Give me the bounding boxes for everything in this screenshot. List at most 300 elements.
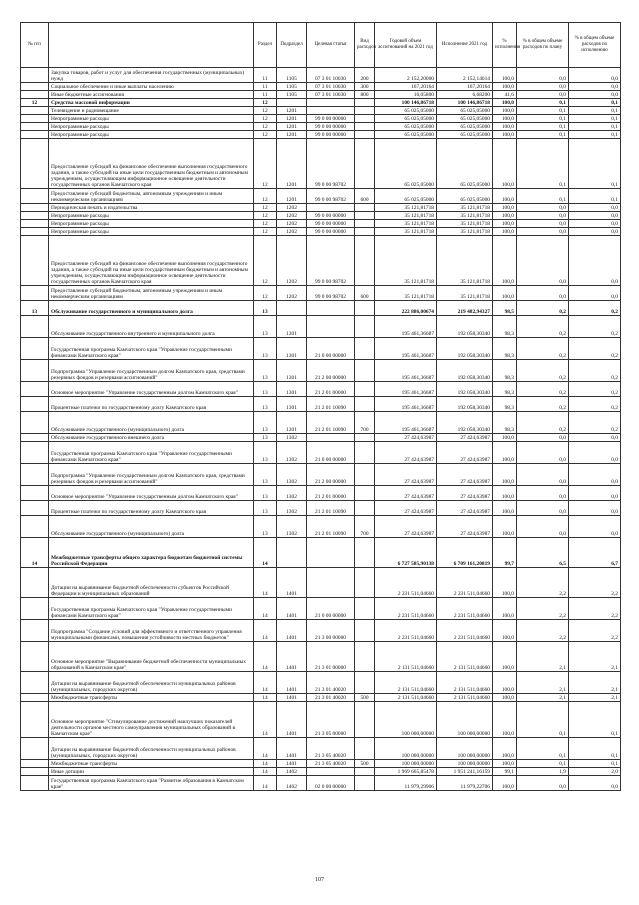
row-plan: 2 131 511,04660 bbox=[375, 642, 437, 672]
row-execution: 2 131 511,04660 bbox=[437, 642, 493, 672]
row-target-article: 99 0 00 00000 bbox=[307, 228, 355, 236]
table-row bbox=[21, 204, 621, 212]
row-share-execution: 0,1 bbox=[569, 99, 621, 107]
row-section: 13 bbox=[254, 486, 277, 501]
row-target-article: 21 2 01 10090 bbox=[307, 412, 355, 434]
row-execution-percent: 99,7 bbox=[493, 538, 517, 568]
table-row bbox=[21, 212, 621, 220]
row-expense-type bbox=[355, 620, 375, 642]
row-share-plan: 0,1 bbox=[517, 99, 569, 107]
row-target-article bbox=[307, 301, 355, 316]
table-row bbox=[21, 316, 621, 338]
row-plan: 222 886,00674 bbox=[375, 301, 437, 316]
row-expense-type: 600 bbox=[355, 286, 375, 301]
row-plan: 2 152,20000 bbox=[375, 68, 437, 83]
row-plan: 65 025,05000 bbox=[375, 139, 437, 189]
row-plan: 27 424,63987 bbox=[375, 501, 437, 516]
row-share-plan: 0,0 bbox=[517, 501, 569, 516]
row-plan: 6 727 585,90138 bbox=[375, 538, 437, 568]
row-name: Непрограммные расходы bbox=[49, 228, 254, 236]
row-execution-percent: 100,0 bbox=[493, 598, 517, 620]
row-share-execution: 0,0 bbox=[569, 464, 621, 486]
row-plan: 35 121,81718 bbox=[375, 236, 437, 286]
row-execution: 65 025,05000 bbox=[437, 115, 493, 123]
row-target-article: 99 0 00 00000 bbox=[307, 131, 355, 139]
row-execution: 2 231 511,04660 bbox=[437, 598, 493, 620]
row-share-execution: 0,0 bbox=[569, 486, 621, 501]
row-execution: 100 146,86718 bbox=[437, 99, 493, 107]
row-target-article bbox=[307, 434, 355, 442]
row-execution: 100 000,00000 bbox=[437, 760, 493, 768]
row-number bbox=[21, 738, 49, 760]
col-header-plan: Годовой объем ассигнований на 2021 год bbox=[375, 23, 437, 68]
row-share-execution: 2,1 bbox=[569, 642, 621, 672]
row-share-plan: 0,2 bbox=[517, 397, 569, 412]
row-execution: 192 058,30340 bbox=[437, 360, 493, 382]
row-number: 13 bbox=[21, 301, 49, 316]
row-execution-percent: 100,0 bbox=[493, 139, 517, 189]
row-plan: 100 146,86718 bbox=[375, 99, 437, 107]
row-share-plan: 0,1 bbox=[517, 760, 569, 768]
row-subsection: 1201 bbox=[277, 131, 307, 139]
row-expense-type: 500 bbox=[355, 760, 375, 768]
row-share-execution: 0,0 bbox=[569, 286, 621, 301]
row-expense-type bbox=[355, 738, 375, 760]
col-header-target-article: Целевая статья bbox=[307, 23, 355, 68]
row-share-execution: 0,0 bbox=[569, 516, 621, 538]
row-execution: 219 482,94327 bbox=[437, 301, 493, 316]
table-row bbox=[21, 776, 621, 791]
row-execution: 192 058,30340 bbox=[437, 316, 493, 338]
row-plan: 100 000,00000 bbox=[375, 702, 437, 738]
row-execution-percent: 100,0 bbox=[493, 672, 517, 694]
col-header-number: № п/п bbox=[21, 23, 49, 68]
row-name: Закупка товаров, работ и услуг для обеспечения государственных (муниципальных) нужд bbox=[49, 68, 254, 83]
table-row bbox=[21, 189, 621, 204]
row-share-plan: 2,2 bbox=[517, 568, 569, 598]
row-expense-type: 500 bbox=[355, 694, 375, 702]
row-expense-type bbox=[355, 486, 375, 501]
row-subsection: 1201 bbox=[277, 139, 307, 189]
row-execution-percent: 98,3 bbox=[493, 397, 517, 412]
row-execution: 65 025,05000 bbox=[437, 131, 493, 139]
row-share-plan: 0,0 bbox=[517, 220, 569, 228]
row-plan: 27 424,63987 bbox=[375, 442, 437, 464]
row-subsection: 1402 bbox=[277, 768, 307, 776]
row-plan: 35 121,81718 bbox=[375, 204, 437, 212]
row-section: 13 bbox=[254, 397, 277, 412]
row-plan: 195 461,36687 bbox=[375, 360, 437, 382]
row-plan: 35 121,81718 bbox=[375, 228, 437, 236]
row-section: 12 bbox=[254, 236, 277, 286]
row-subsection: 1201 bbox=[277, 189, 307, 204]
row-expense-type bbox=[355, 301, 375, 316]
row-target-article bbox=[307, 538, 355, 568]
row-number bbox=[21, 115, 49, 123]
row-share-plan: 2,2 bbox=[517, 598, 569, 620]
row-share-plan: 2,2 bbox=[517, 620, 569, 642]
row-share-plan: 0,0 bbox=[517, 212, 569, 220]
row-number bbox=[21, 464, 49, 486]
row-name: Обслуживание государственного (муниципального) долга bbox=[49, 412, 254, 434]
row-target-article: 21 3 01 40020 bbox=[307, 694, 355, 702]
row-share-execution: 0,0 bbox=[569, 442, 621, 464]
row-name: Дотации на выравнивание бюджетной обеспеченности субъектов Российской Федерации и муниципальных образований bbox=[49, 568, 254, 598]
row-execution-percent: 100,0 bbox=[493, 694, 517, 702]
row-subsection: 1201 bbox=[277, 123, 307, 131]
row-expense-type: 200 bbox=[355, 68, 375, 83]
row-expense-type bbox=[355, 338, 375, 360]
row-section: 14 bbox=[254, 642, 277, 672]
col-header-execution: Исполнение 2021 год bbox=[437, 23, 493, 68]
table-row bbox=[21, 598, 621, 620]
page-number: 107 bbox=[315, 877, 324, 883]
row-plan: 195 461,36687 bbox=[375, 382, 437, 397]
row-name: Процентные платежи по государственному долгу Камчатского края bbox=[49, 501, 254, 516]
row-target-article: 99 0 00 00000 bbox=[307, 115, 355, 123]
row-subsection: 1301 bbox=[277, 360, 307, 382]
row-execution-percent: 100,0 bbox=[493, 776, 517, 791]
row-execution-percent: 100,0 bbox=[493, 642, 517, 672]
table-row bbox=[21, 434, 621, 442]
row-section: 14 bbox=[254, 738, 277, 760]
row-section: 14 bbox=[254, 776, 277, 791]
table-row bbox=[21, 516, 621, 538]
row-share-plan: 6,5 bbox=[517, 538, 569, 568]
row-subsection: 1302 bbox=[277, 516, 307, 538]
row-execution-percent: 100,0 bbox=[493, 189, 517, 204]
row-share-execution: 0,2 bbox=[569, 360, 621, 382]
row-number bbox=[21, 286, 49, 301]
row-name: Государственная программа Камчатского края "Управление государственными финансами Камчатского края" bbox=[49, 442, 254, 464]
row-name: Дотации на выравнивание бюджетной обеспеченности муниципальных районов (муниципальных, городских округов) bbox=[49, 738, 254, 760]
row-share-plan: 0,1 bbox=[517, 702, 569, 738]
row-share-plan: 0,0 bbox=[517, 83, 569, 91]
row-name: Непрограммные расходы bbox=[49, 220, 254, 228]
row-name: Межбюджетные трансферты bbox=[49, 694, 254, 702]
row-expense-type bbox=[355, 107, 375, 115]
row-execution: 2 231 511,04660 bbox=[437, 620, 493, 642]
row-name: Обслуживание государственного внутреннего и муниципального долга bbox=[49, 316, 254, 338]
row-share-plan: 2,1 bbox=[517, 672, 569, 694]
row-target-article bbox=[307, 768, 355, 776]
table-row bbox=[21, 301, 621, 316]
table-row bbox=[21, 131, 621, 139]
row-execution: 27 424,63987 bbox=[437, 434, 493, 442]
row-execution-percent: 100,0 bbox=[493, 107, 517, 115]
row-name: Основное мероприятие "Управление государственным долгом Камчатского края" bbox=[49, 382, 254, 397]
row-share-plan: 0,1 bbox=[517, 189, 569, 204]
row-share-plan: 0,0 bbox=[517, 516, 569, 538]
row-number bbox=[21, 382, 49, 397]
row-plan: 2 231 511,04660 bbox=[375, 620, 437, 642]
row-name: Подпрограмма "Управление государственным долгом Камчатского края, средствами резервных фондов и резервами ассигнований" bbox=[49, 464, 254, 486]
row-share-execution: 6,7 bbox=[569, 538, 621, 568]
row-name: Обслуживание государственного внешнего долга bbox=[49, 434, 254, 442]
row-name: Подпрограмма "Управление государственным долгом Камчатского края, средствами резервных фондов и резервами ассигнований" bbox=[49, 360, 254, 382]
row-execution-percent: 100,0 bbox=[493, 702, 517, 738]
row-expense-type: 700 bbox=[355, 412, 375, 434]
row-execution: 192 058,30340 bbox=[437, 338, 493, 360]
table-row bbox=[21, 107, 621, 115]
row-share-plan: 0,0 bbox=[517, 464, 569, 486]
row-expense-type bbox=[355, 434, 375, 442]
row-number bbox=[21, 212, 49, 220]
row-target-article: 21 0 00 00000 bbox=[307, 338, 355, 360]
row-plan: 65 025,05000 bbox=[375, 189, 437, 204]
row-section: 13 bbox=[254, 301, 277, 316]
table-row bbox=[21, 568, 621, 598]
row-plan: 16,05800 bbox=[375, 91, 437, 99]
row-name: Процентные платежи по государственному долгу Камчатского края bbox=[49, 397, 254, 412]
row-execution-percent: 41,6 bbox=[493, 91, 517, 99]
row-name: Основное мероприятие "Выравнивание бюджетной обеспеченности муниципальных образований в Камчатском крае" bbox=[49, 642, 254, 672]
row-section: 13 bbox=[254, 464, 277, 486]
row-subsection: 1401 bbox=[277, 568, 307, 598]
row-execution-percent: 98,3 bbox=[493, 360, 517, 382]
row-share-plan: 0,0 bbox=[517, 68, 569, 83]
row-expense-type bbox=[355, 672, 375, 694]
row-name: Предоставление субсидий на финансовое обеспечение выполнения государственного задания, а также субсидий на иные цели государственным бюджетным и автономным учреждениям, осуществляющим информационное освещение деятельности государственных органов Камчатского края bbox=[49, 236, 254, 286]
row-share-plan: 1,9 bbox=[517, 768, 569, 776]
table-row bbox=[21, 360, 621, 382]
row-number bbox=[21, 516, 49, 538]
row-share-execution: 0,0 bbox=[569, 83, 621, 91]
row-expense-type bbox=[355, 212, 375, 220]
row-share-execution: 0,1 bbox=[569, 107, 621, 115]
row-subsection: 1202 bbox=[277, 220, 307, 228]
row-section: 11 bbox=[254, 68, 277, 83]
row-share-execution: 2,1 bbox=[569, 672, 621, 694]
row-share-plan: 0,0 bbox=[517, 204, 569, 212]
row-plan: 2 231 511,04660 bbox=[375, 568, 437, 598]
row-plan: 27 424,63987 bbox=[375, 464, 437, 486]
row-number: 14 bbox=[21, 538, 49, 568]
row-target-article: 21 2 01 00000 bbox=[307, 486, 355, 501]
row-name: Подпрограмма "Создание условий для эффективного и ответственного управления муниципальными финансами, повышения устойчивости местных бюджетов" bbox=[49, 620, 254, 642]
col-header-execution-percent: % исполнения bbox=[493, 23, 517, 68]
row-target-article: 99 0 00 00000 bbox=[307, 220, 355, 228]
row-execution-percent: 100,0 bbox=[493, 486, 517, 501]
row-expense-type bbox=[355, 220, 375, 228]
row-name: Непрограммные расходы bbox=[49, 212, 254, 220]
row-subsection: 1401 bbox=[277, 672, 307, 694]
row-share-execution: 0,1 bbox=[569, 131, 621, 139]
row-share-plan: 0,2 bbox=[517, 301, 569, 316]
row-share-execution: 0,0 bbox=[569, 91, 621, 99]
row-expense-type bbox=[355, 397, 375, 412]
row-subsection: 1202 bbox=[277, 228, 307, 236]
row-subsection: 1401 bbox=[277, 642, 307, 672]
row-name: Иные бюджетные ассигнования bbox=[49, 91, 254, 99]
row-subsection: 1202 bbox=[277, 204, 307, 212]
row-expense-type bbox=[355, 236, 375, 286]
row-execution: 2 131 511,04660 bbox=[437, 672, 493, 694]
row-execution: 192 058,30340 bbox=[437, 382, 493, 397]
table-row bbox=[21, 768, 621, 776]
row-number: 12 bbox=[21, 99, 49, 107]
row-target-article: 99 0 00 00000 bbox=[307, 123, 355, 131]
row-execution-percent: 99,1 bbox=[493, 768, 517, 776]
row-target-article bbox=[307, 316, 355, 338]
row-execution: 35 121,81718 bbox=[437, 220, 493, 228]
row-subsection: 1302 bbox=[277, 501, 307, 516]
row-section: 12 bbox=[254, 123, 277, 131]
row-plan: 2 131 511,04660 bbox=[375, 694, 437, 702]
table-row bbox=[21, 694, 621, 702]
row-target-article: 21 2 00 00000 bbox=[307, 464, 355, 486]
row-number bbox=[21, 316, 49, 338]
row-subsection: 1401 bbox=[277, 738, 307, 760]
row-target-article: 99 0 00 98702 bbox=[307, 286, 355, 301]
row-expense-type bbox=[355, 131, 375, 139]
row-expense-type bbox=[355, 768, 375, 776]
table-row bbox=[21, 228, 621, 236]
row-plan: 195 461,36687 bbox=[375, 316, 437, 338]
row-execution: 35 121,81718 bbox=[437, 286, 493, 301]
row-execution-percent: 100,0 bbox=[493, 115, 517, 123]
row-plan: 35 121,81718 bbox=[375, 286, 437, 301]
row-section: 11 bbox=[254, 83, 277, 91]
row-expense-type bbox=[355, 702, 375, 738]
row-target-article: 99 0 00 98702 bbox=[307, 139, 355, 189]
table-row bbox=[21, 702, 621, 738]
row-subsection bbox=[277, 99, 307, 107]
row-expense-type bbox=[355, 442, 375, 464]
row-section: 12 bbox=[254, 204, 277, 212]
row-plan: 195 461,36687 bbox=[375, 412, 437, 434]
row-section: 14 bbox=[254, 694, 277, 702]
row-execution-percent: 98,3 bbox=[493, 382, 517, 397]
table-row bbox=[21, 338, 621, 360]
row-plan: 27 424,63987 bbox=[375, 516, 437, 538]
row-execution: 100 000,00000 bbox=[437, 738, 493, 760]
row-execution-percent: 100,0 bbox=[493, 568, 517, 598]
row-section: 12 bbox=[254, 115, 277, 123]
row-target-article: 21 0 00 00000 bbox=[307, 442, 355, 464]
table-row bbox=[21, 115, 621, 123]
row-target-article: 07 3 01 10030 bbox=[307, 83, 355, 91]
row-number bbox=[21, 189, 49, 204]
table-row bbox=[21, 68, 621, 83]
row-execution-percent: 100,0 bbox=[493, 99, 517, 107]
row-execution: 35 121,81718 bbox=[437, 204, 493, 212]
row-execution: 2 152,14614 bbox=[437, 68, 493, 83]
row-section: 14 bbox=[254, 538, 277, 568]
row-share-execution: 0,2 bbox=[569, 316, 621, 338]
row-target-article: 21 2 01 10090 bbox=[307, 501, 355, 516]
row-subsection: 1202 bbox=[277, 286, 307, 301]
row-target-article: 07 3 01 10030 bbox=[307, 91, 355, 99]
row-section: 11 bbox=[254, 91, 277, 99]
row-execution: 192 058,30340 bbox=[437, 397, 493, 412]
row-share-execution: 2,2 bbox=[569, 568, 621, 598]
row-expense-type bbox=[355, 99, 375, 107]
row-plan: 1 969 665,85478 bbox=[375, 768, 437, 776]
row-subsection: 1201 bbox=[277, 107, 307, 115]
table-row bbox=[21, 620, 621, 642]
row-section: 12 bbox=[254, 220, 277, 228]
row-execution: 35 121,81718 bbox=[437, 228, 493, 236]
row-subsection: 1301 bbox=[277, 412, 307, 434]
row-number bbox=[21, 598, 49, 620]
table-row bbox=[21, 123, 621, 131]
col-header-section: Раздел bbox=[254, 23, 277, 68]
row-target-article: 21 3 05 40020 bbox=[307, 738, 355, 760]
row-target-article: 07 3 01 10030 bbox=[307, 68, 355, 83]
row-name: Предоставление субсидий бюджетным, автономным учреждениям и иным некоммерческим организациям bbox=[49, 189, 254, 204]
row-target-article: 21 2 01 10090 bbox=[307, 516, 355, 538]
row-subsection bbox=[277, 538, 307, 568]
row-share-plan: 0,0 bbox=[517, 236, 569, 286]
row-plan: 11 979,29906 bbox=[375, 776, 437, 791]
row-number bbox=[21, 228, 49, 236]
row-share-execution: 0,0 bbox=[569, 776, 621, 791]
row-number bbox=[21, 768, 49, 776]
row-name: Обслуживание государственного и муниципального долга bbox=[49, 301, 254, 316]
col-header-share-execution: % в общем объеме расходов по исполнению bbox=[569, 23, 621, 68]
row-section: 13 bbox=[254, 501, 277, 516]
row-execution: 35 121,81718 bbox=[437, 212, 493, 220]
row-target-article: 21 2 00 00000 bbox=[307, 360, 355, 382]
row-expense-type bbox=[355, 598, 375, 620]
row-plan: 65 025,05000 bbox=[375, 107, 437, 115]
row-subsection: 1401 bbox=[277, 760, 307, 768]
row-share-plan: 0,0 bbox=[517, 228, 569, 236]
row-target-article: 21 3 05 00000 bbox=[307, 702, 355, 738]
row-number bbox=[21, 672, 49, 694]
table-row bbox=[21, 220, 621, 228]
row-number bbox=[21, 204, 49, 212]
row-share-execution: 0,0 bbox=[569, 236, 621, 286]
row-share-execution: 0,0 bbox=[569, 68, 621, 83]
row-section: 14 bbox=[254, 568, 277, 598]
row-expense-type: 700 bbox=[355, 516, 375, 538]
row-share-execution: 0,0 bbox=[569, 434, 621, 442]
row-share-plan: 0,0 bbox=[517, 776, 569, 791]
table-row bbox=[21, 442, 621, 464]
row-section: 13 bbox=[254, 412, 277, 434]
row-number bbox=[21, 139, 49, 189]
row-number bbox=[21, 107, 49, 115]
row-share-plan: 0,1 bbox=[517, 139, 569, 189]
row-name: Непрограммные расходы bbox=[49, 123, 254, 131]
row-number bbox=[21, 68, 49, 83]
row-number bbox=[21, 702, 49, 738]
row-plan: 65 025,05000 bbox=[375, 115, 437, 123]
row-execution: 100 000,00000 bbox=[437, 702, 493, 738]
row-plan: 27 424,63987 bbox=[375, 434, 437, 442]
row-section: 14 bbox=[254, 702, 277, 738]
row-number bbox=[21, 442, 49, 464]
row-section: 12 bbox=[254, 131, 277, 139]
row-number bbox=[21, 642, 49, 672]
row-expense-type bbox=[355, 501, 375, 516]
row-share-execution: 0,2 bbox=[569, 382, 621, 397]
row-share-plan: 0,2 bbox=[517, 360, 569, 382]
row-expense-type: 800 bbox=[355, 91, 375, 99]
row-subsection: 1302 bbox=[277, 442, 307, 464]
row-execution-percent: 100,0 bbox=[493, 228, 517, 236]
row-subsection: 1201 bbox=[277, 115, 307, 123]
row-name: Непрограммные расходы bbox=[49, 115, 254, 123]
row-execution: 35 121,81718 bbox=[437, 236, 493, 286]
row-name: Иные дотации bbox=[49, 768, 254, 776]
row-subsection: 1401 bbox=[277, 702, 307, 738]
table-row bbox=[21, 99, 621, 107]
row-expense-type bbox=[355, 228, 375, 236]
row-section: 13 bbox=[254, 382, 277, 397]
